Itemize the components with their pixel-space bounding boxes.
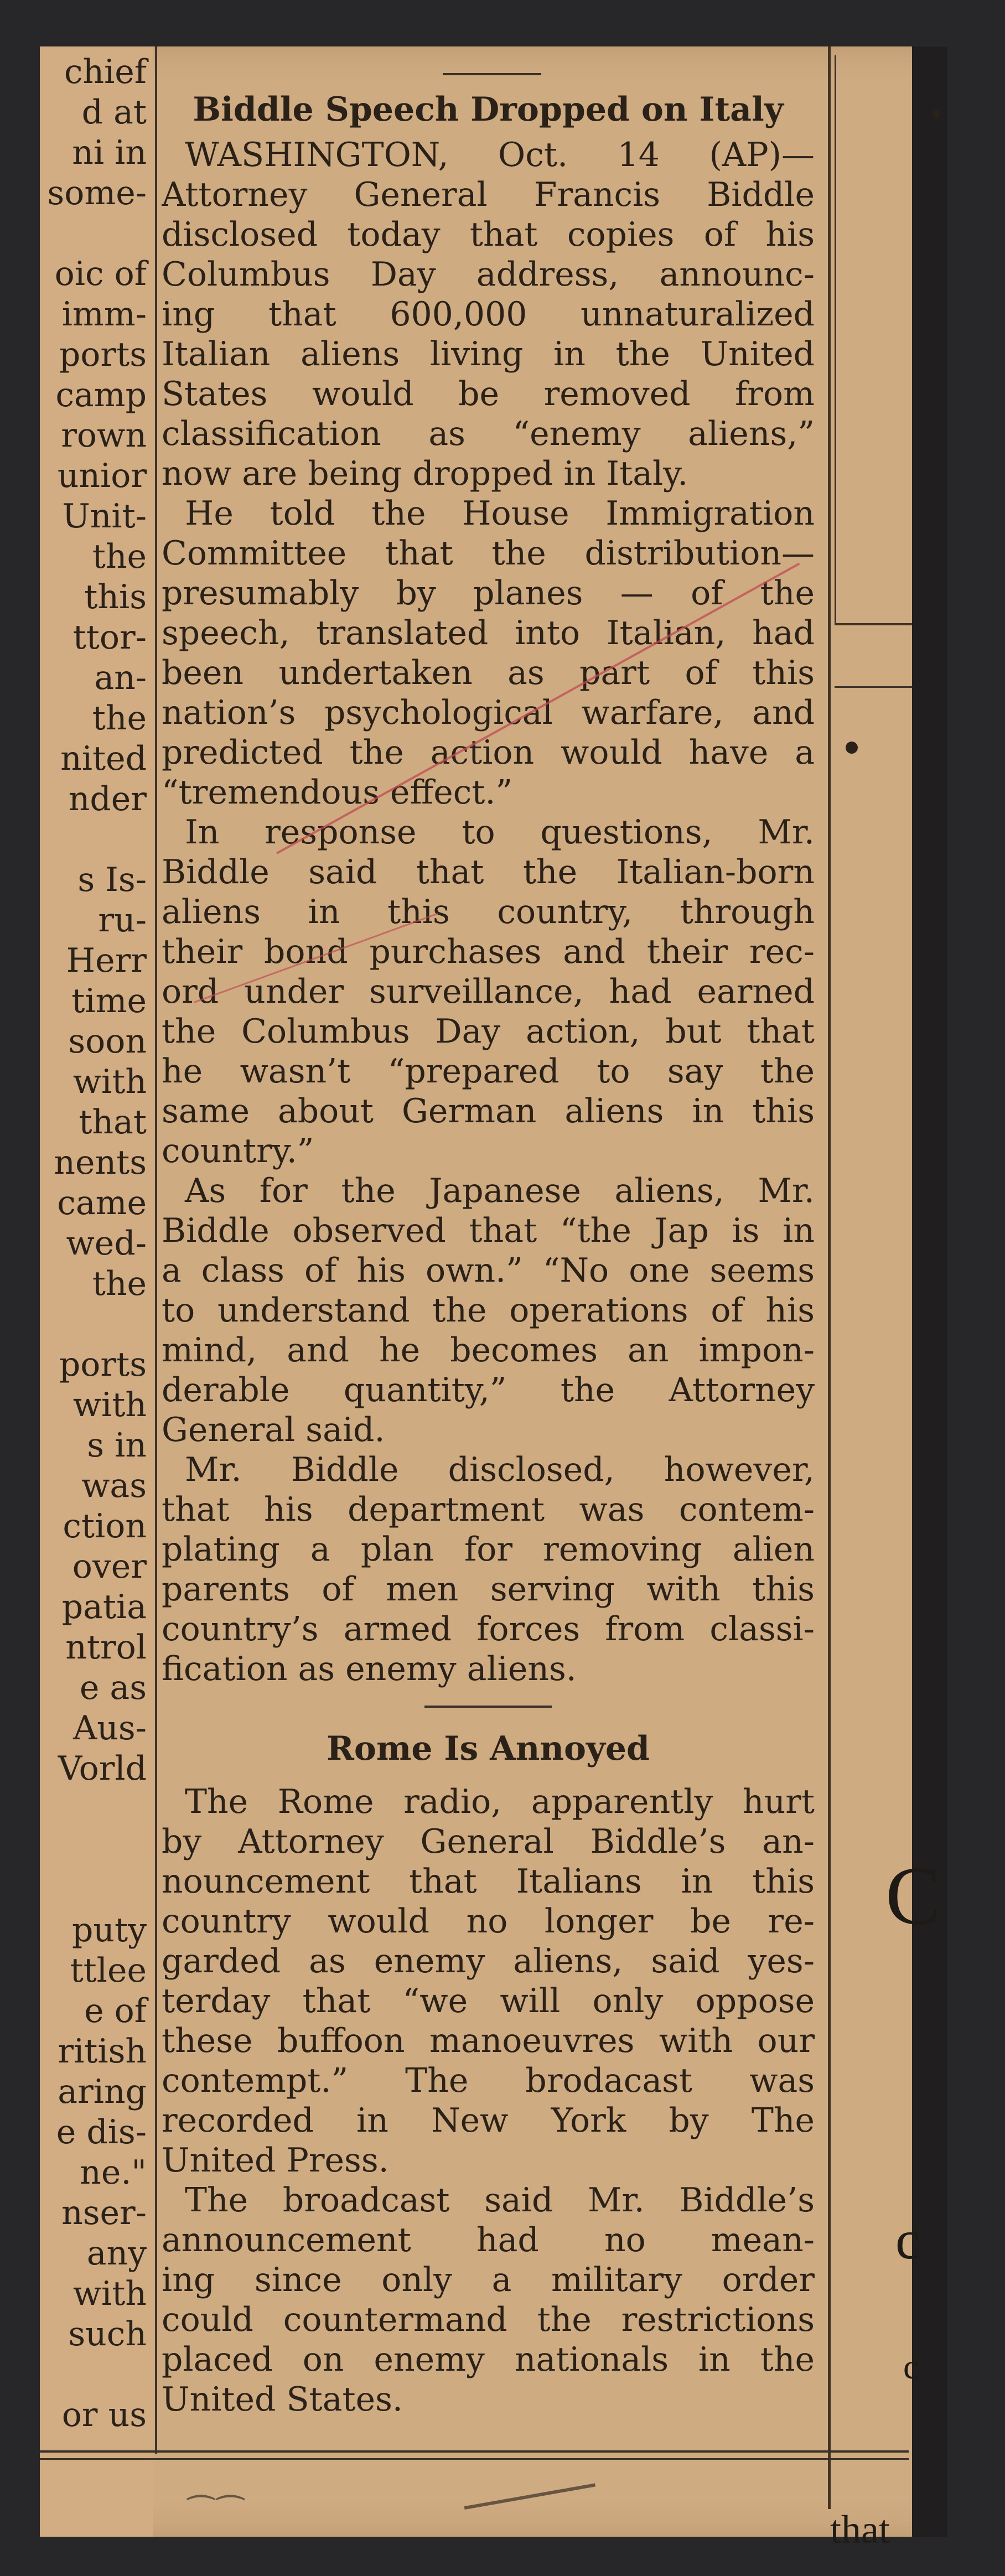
- text-line: He told the House Immigration: [185, 494, 815, 533]
- fragment-line: the: [92, 699, 147, 738]
- right-edge-letter-3: c: [903, 2347, 919, 2386]
- fragment-line: puty: [71, 1911, 147, 1950]
- text-line: fication as enemy aliens.: [162, 1650, 577, 1688]
- adjacent-column-text: [40, 52, 147, 2435]
- adjacent-column-fragment: [40, 46, 153, 2537]
- fragment-line: Unit-: [62, 497, 147, 536]
- text-line: In response to questions, Mr.: [185, 813, 815, 852]
- fragment-line: wed-: [66, 1224, 147, 1263]
- paragraph-7: [162, 2180, 815, 2419]
- fragment-line: [40, 1789, 147, 1829]
- fragment-line: [40, 1829, 147, 1870]
- fragment-line: was: [81, 1466, 147, 1505]
- text-line: Biddle observed that “the Jap is in: [162, 1211, 815, 1250]
- right-edge-word: that: [830, 2507, 890, 2552]
- text-line: States would be removed from: [162, 375, 815, 413]
- fragment-line: Herr: [66, 941, 147, 980]
- text-line: disclosed today that copies of his: [162, 215, 815, 254]
- text-line: Committee that the distribution—: [162, 534, 815, 573]
- text-line: a class of his own.” “No one seems: [162, 1251, 815, 1290]
- text-line: contempt.” The brodacast was: [162, 2061, 815, 2100]
- headline-top-rule: [443, 73, 541, 75]
- paragraph-5: [162, 1450, 815, 1689]
- paragraph-1: [162, 135, 815, 494]
- fragment-line: nited: [60, 739, 147, 778]
- text-line: classification as “enemy aliens,”: [162, 414, 815, 453]
- text-line: presumably by planes — of the: [162, 574, 815, 613]
- fragment-line: this: [84, 578, 147, 616]
- fragment-line: oic of: [54, 255, 147, 293]
- fragment-line: Vorld: [58, 1749, 147, 1788]
- text-line: recorded in New York by The: [162, 2101, 815, 2140]
- text-line: The broadcast said Mr. Biddle’s: [185, 2181, 815, 2220]
- fragment-line: e dis-: [56, 2113, 147, 2152]
- text-line: these buffoon manoeuvres with our: [162, 2022, 815, 2060]
- text-line: mind, and he becomes an impon-: [162, 1331, 815, 1370]
- fragment-line: camp: [55, 376, 147, 414]
- text-line: speech, translated into Italian, had: [162, 614, 815, 652]
- text-line: derable quantity,” the Attorney: [162, 1371, 815, 1409]
- text-line: announcement had no mean-: [162, 2221, 815, 2259]
- right-edge-letter-1: C: [885, 1850, 941, 1942]
- fragment-line: that: [79, 1103, 147, 1142]
- fragment-line: came: [57, 1184, 147, 1222]
- fragment-line: [40, 1304, 147, 1345]
- fragment-line: ttlee: [70, 1951, 147, 1990]
- text-line: to understand the operations of his: [162, 1291, 815, 1330]
- fragment-line: with: [72, 1062, 147, 1101]
- paragraph-6: [162, 1782, 815, 2180]
- text-line: Columbus Day address, announc-: [162, 255, 815, 294]
- section-subhead: Rome Is Annoyed: [327, 1729, 650, 1768]
- text-line: by Attorney General Biddle’s an-: [162, 1822, 815, 1861]
- text-line: terday that “we will only oppose: [162, 1982, 815, 2020]
- fragment-line: nents: [54, 1143, 147, 1182]
- fragment-line: s Is-: [77, 861, 147, 899]
- text-line: same about German aliens in this: [162, 1092, 815, 1131]
- fragment-line: with: [72, 1386, 147, 1424]
- paragraph-3: [162, 812, 815, 1171]
- text-line: General said.: [162, 1411, 385, 1449]
- fragment-line: an-: [94, 659, 147, 697]
- text-line: could countermand the restrictions: [162, 2300, 815, 2339]
- text-line: country.”: [162, 1132, 314, 1170]
- fragment-line: soon: [68, 1022, 147, 1061]
- text-line: placed on enemy nationals in the: [162, 2340, 815, 2379]
- bottom-rule-2: [40, 2458, 909, 2460]
- column-rule-right-inner: [835, 55, 836, 625]
- fragment-line: with: [72, 2274, 147, 2313]
- text-line: country’s armed forces from classi-: [162, 1610, 815, 1649]
- fragment-line: [40, 1870, 147, 1910]
- torn-text-fragment: ⁀ ⁀: [188, 2495, 240, 2532]
- fragment-line: ru-: [98, 901, 147, 940]
- fragment-line: [40, 820, 147, 860]
- text-line: nation’s psychological warfare, and: [162, 693, 815, 732]
- text-line: plating a plan for removing alien: [162, 1530, 815, 1569]
- dark-margin-strip: [912, 46, 947, 2537]
- text-line: Mr. Biddle disclosed, however,: [185, 1450, 815, 1489]
- fragment-line: over: [72, 1547, 147, 1586]
- fragment-line: ction: [63, 1507, 147, 1546]
- text-line: that his department was contem-: [162, 1490, 815, 1529]
- paragraph-2: [162, 494, 815, 812]
- right-edge-letter-2: c: [895, 2209, 920, 2271]
- text-line: the Columbus Day action, but that: [162, 1012, 815, 1051]
- column-rule-right: [828, 46, 831, 2509]
- text-line: ing that 600,000 unnaturalized: [162, 295, 815, 334]
- fragment-line: [40, 2355, 147, 2395]
- fragment-line: any: [86, 2234, 147, 2273]
- fragment-line: Aus-: [72, 1709, 147, 1748]
- text-line: ord under surveillance, had earned: [162, 972, 815, 1011]
- fragment-line: patia: [61, 1588, 147, 1626]
- text-line: The Rome radio, apparently hurt: [185, 1782, 815, 1821]
- text-line: their bond purchases and their rec-: [162, 932, 815, 971]
- text-line: Biddle said that the Italian-born: [162, 853, 815, 892]
- fragment-line: e of: [84, 1992, 147, 2030]
- fragment-line: ne.": [80, 2153, 147, 2192]
- article-headline: Biddle Speech Dropped on Italy: [193, 90, 784, 129]
- text-line: United Press.: [162, 2141, 389, 2180]
- article-column: [162, 89, 815, 2419]
- fragment-line: some-: [47, 174, 147, 212]
- fragment-line: such: [68, 2315, 147, 2354]
- fragment-line: the: [92, 537, 147, 576]
- fragment-line: ni in: [72, 133, 147, 172]
- text-line: parents of men serving with this: [162, 1570, 815, 1609]
- ink-dot: [846, 742, 858, 754]
- fragment-line: e as: [79, 1668, 147, 1707]
- bottom-rule: [40, 2450, 909, 2453]
- text-line: Italian aliens living in the United: [162, 335, 815, 374]
- fragment-line: rown: [61, 416, 147, 455]
- section-divider: [424, 1706, 552, 1708]
- fragment-line: d at: [81, 93, 147, 132]
- text-line: As for the Japanese aliens, Mr.: [185, 1172, 815, 1210]
- text-line: ing since only a military order: [162, 2261, 815, 2299]
- text-line: aliens in this country, through: [162, 893, 815, 931]
- fragment-line: the: [92, 1264, 147, 1303]
- fragment-line: ntrol: [65, 1628, 147, 1667]
- text-line: now are being dropped in Italy.: [162, 454, 688, 493]
- fragment-line: s in: [87, 1426, 147, 1465]
- fragment-line: time: [71, 982, 147, 1020]
- text-line: predicted the action would have a: [162, 733, 815, 772]
- text-line: Attorney General Francis Biddle: [162, 175, 815, 214]
- text-line: WASHINGTON, Oct. 14 (AP)—: [185, 136, 815, 174]
- fragment-line: unior: [57, 457, 147, 495]
- fragment-line: or us: [61, 2396, 147, 2434]
- fragment-line: chief: [64, 53, 147, 91]
- fragment-line: [40, 214, 147, 254]
- ink-dot-small: [933, 110, 940, 118]
- column-rule-left: [155, 46, 157, 2454]
- text-line: country would no longer be re-: [162, 1902, 815, 1941]
- text-line: “tremendous effect.”: [162, 773, 513, 812]
- text-line: been undertaken as part of this: [162, 654, 815, 692]
- text-line: garded as enemy aliens, said yes-: [162, 1942, 815, 1981]
- fragment-line: ttor-: [72, 618, 147, 657]
- fragment-line: aring: [58, 2072, 147, 2111]
- fragment-line: ports: [59, 1345, 147, 1384]
- fragment-line: ritish: [58, 2032, 147, 2071]
- text-line: United States.: [162, 2380, 403, 2419]
- fragment-line: nder: [68, 780, 147, 818]
- text-line: he wasn’t “prepared to say the: [162, 1052, 815, 1091]
- fragment-line: nser-: [61, 2194, 147, 2232]
- text-line: nouncement that Italians in this: [162, 1862, 815, 1901]
- fragment-line: imm-: [61, 295, 147, 334]
- fragment-line: ports: [59, 335, 147, 374]
- paragraph-4: [162, 1171, 815, 1450]
